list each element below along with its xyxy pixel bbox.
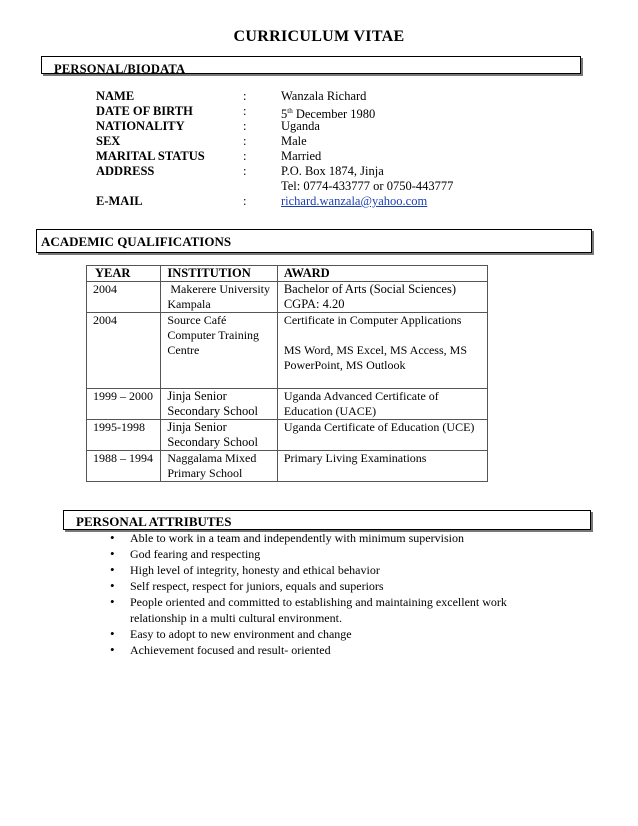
institution-line: Secondary School: [167, 404, 258, 418]
email-link[interactable]: richard.wanzala@yahoo.com: [281, 194, 428, 208]
cell-institution: [161, 389, 277, 420]
list-item: • High level of integrity, honesty and ethical behavior: [104, 562, 534, 578]
award-line: Certificate in Computer Applications: [283, 313, 462, 327]
institution-line: Primary School: [167, 466, 243, 480]
attributes-section-header: [63, 510, 591, 530]
cell-award: [277, 420, 487, 451]
award-line: Uganda Advanced Certificate of: [283, 389, 439, 403]
bio-label: E-MAIL: [96, 194, 143, 208]
bio-value: P.O. Box 1874, Jinja: [281, 164, 384, 178]
award-line: PowerPoint, MS Outlook: [283, 358, 406, 372]
bio-colon: :: [243, 149, 247, 163]
award-line: CGPA: 4.20: [283, 297, 345, 311]
institution-line: Jinja Senior: [167, 389, 227, 403]
column-header-award: AWARD: [277, 266, 487, 282]
bio-colon: :: [243, 194, 247, 208]
institution-line: Naggalama Mixed: [167, 451, 257, 465]
cell-institution: [161, 282, 277, 313]
institution-line: Makerere University: [170, 282, 271, 296]
award-spacer: [284, 328, 487, 343]
bio-value: Wanzala Richard: [281, 89, 367, 103]
award-line: MS Word, MS Excel, MS Access, MS: [283, 343, 467, 357]
cell-institution: [161, 313, 277, 389]
cell-award: [277, 451, 487, 482]
institution-line: Source Café: [167, 313, 227, 327]
list-item: • People oriented and committed to establishing and maintaining excellent work relationship in a multi cultural environment.: [104, 594, 534, 626]
dob-day: 5: [281, 107, 288, 122]
award-line: Bachelor of Arts (Social Sciences): [283, 282, 456, 296]
bio-value: Uganda: [281, 119, 320, 133]
bio-colon: :: [243, 104, 247, 118]
award-line: Uganda Certificate of Education (UCE): [283, 420, 475, 434]
cell-year: 1988 – 1994: [87, 451, 161, 482]
cell-year: 1999 – 2000: [87, 389, 161, 420]
bio-label: ADDRESS: [96, 164, 155, 178]
cell-year: 2004: [87, 313, 161, 389]
award-spacer: [284, 373, 487, 388]
list-item: • Easy to adopt to new environment and change: [104, 626, 534, 642]
table-row: [87, 313, 488, 389]
table-row: [87, 420, 488, 451]
attributes-list: [104, 530, 534, 658]
document-title: CURRICULUM VITAE: [233, 28, 405, 45]
list-item: • Achievement focused and result- oriented: [104, 642, 534, 658]
cell-institution: [161, 420, 277, 451]
dob-suffix: th: [287, 107, 293, 115]
bio-colon: :: [243, 89, 247, 103]
institution-line: Computer Training: [167, 328, 260, 342]
bio-label: DATE OF BIRTH: [96, 104, 193, 118]
list-item: • God fearing and respecting: [104, 546, 534, 562]
list-item: • Self respect, respect for juniors, equals and superiors: [104, 578, 534, 594]
bio-value: Tel: 0774-433777 or 0750-443777: [281, 179, 454, 193]
institution-line: Kampala: [167, 297, 211, 311]
attributes-section-title: PERSONAL ATTRIBUTES: [76, 514, 232, 529]
academic-section-title: ACADEMIC QUALIFICATIONS: [41, 234, 232, 249]
institution-line: Secondary School: [167, 435, 258, 449]
bio-label: SEX: [96, 134, 121, 148]
cell-year: 1995-1998: [87, 420, 161, 451]
institution-line: Centre: [167, 343, 200, 357]
column-header-institution: INSTITUTION: [161, 266, 277, 282]
cell-year: 2004: [87, 282, 161, 313]
bio-colon: :: [243, 134, 247, 148]
cell-award: [277, 313, 487, 389]
bio-label: NATIONALITY: [96, 119, 185, 133]
dob-rest: December 1980: [292, 107, 376, 122]
table-row: [87, 389, 488, 420]
table-row: [87, 451, 488, 482]
bio-value: Married: [281, 149, 322, 163]
personal-section-title: PERSONAL/BIODATA: [54, 62, 186, 74]
award-line: Primary Living Examinations: [283, 451, 427, 465]
cell-award: [277, 389, 487, 420]
column-header-year: YEAR: [87, 266, 161, 282]
academic-section-header: [36, 229, 592, 253]
table-header-row: [87, 266, 488, 282]
qualifications-table: [86, 265, 488, 482]
cell-institution: [161, 451, 277, 482]
cell-award: [277, 282, 487, 313]
bio-colon: :: [243, 119, 247, 133]
table-row: [87, 282, 488, 313]
institution-line: Jinja Senior: [167, 420, 227, 434]
personal-section-header: [41, 56, 581, 74]
bio-value: Male: [281, 134, 307, 148]
bio-label: MARITAL STATUS: [96, 149, 205, 163]
award-line: Education (UACE): [283, 404, 377, 418]
list-item: • Able to work in a team and independently with minimum supervision: [104, 530, 534, 546]
bio-label: NAME: [96, 89, 135, 103]
bio-colon: :: [243, 164, 247, 178]
